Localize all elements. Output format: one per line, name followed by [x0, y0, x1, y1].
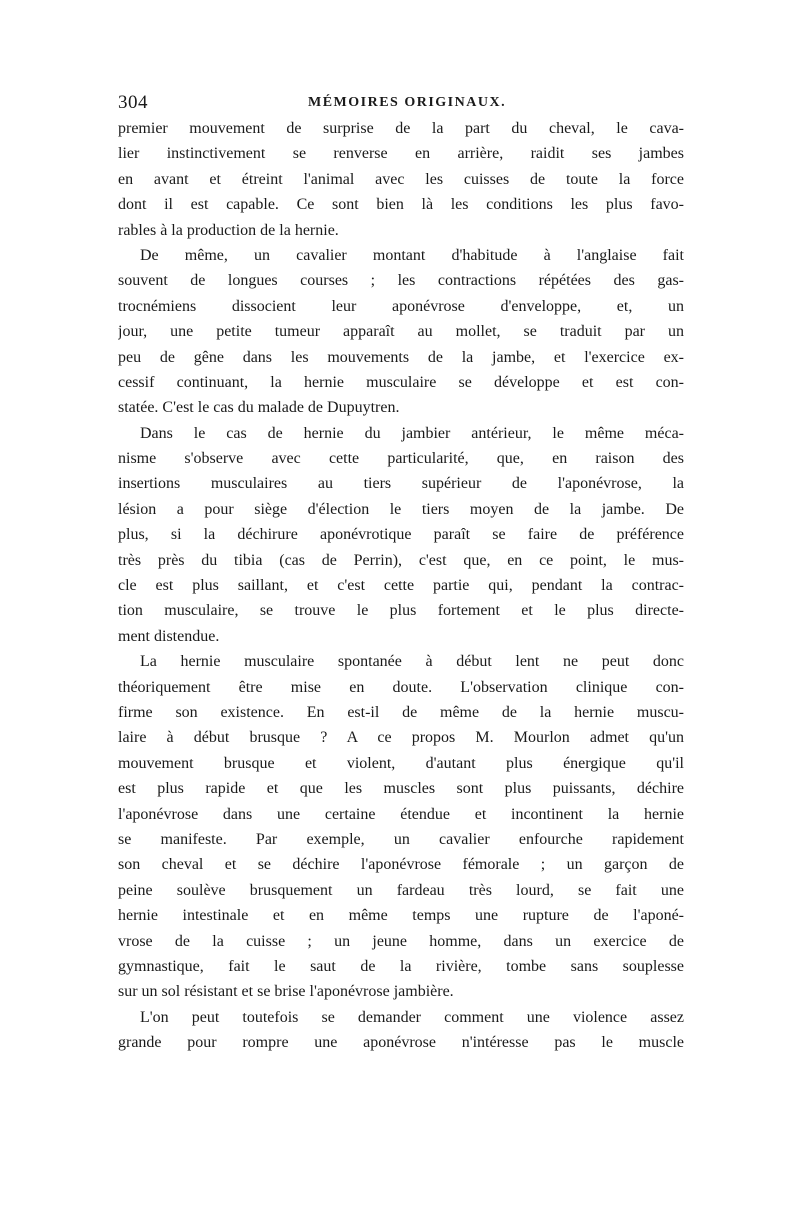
text-line: De même, un cavalier montant d'habitude à l'anglaise fait: [140, 246, 684, 264]
text-line: insertions musculaires au tiers supérieur de l'aponévrose, la: [118, 475, 684, 493]
text-line: statée. C'est le cas du malade de Dupuytren.: [118, 399, 400, 417]
text-line: dont il est capable. Ce sont bien là les conditions les plus favo-: [118, 196, 684, 214]
paragraph: [118, 425, 684, 654]
text-line: mouvement brusque et violent, d'autant plus énergique qu'il: [118, 754, 684, 772]
text-line: hernie intestinale et en même temps une rupture de l'aponé-: [118, 907, 684, 925]
running-title: MÉMOIRES ORIGINAUX.: [308, 95, 507, 110]
text-line: lésion a pour siège d'élection le tiers moyen de la jambe. De: [118, 500, 684, 518]
page-number: 304: [118, 92, 148, 113]
text-line: peu de gêne dans les mouvements de la jambe, et l'exercice ex-: [118, 348, 684, 366]
text-line: est plus rapide et que les muscles sont plus puissants, déchire: [118, 780, 684, 798]
text-line: premier mouvement de surprise de la part du cheval, le cava-: [118, 120, 684, 137]
text-line: cessif continuant, la hernie musculaire se développe et est con-: [118, 373, 684, 391]
text-line: ment distendue.: [118, 627, 220, 645]
text-line: Dans le cas de hernie du jambier antérieur, le même méca-: [140, 424, 684, 442]
text-line: peine soulève brusquement un fardeau très lourd, se fait une: [118, 881, 684, 899]
paragraph: [118, 120, 684, 247]
text-line: La hernie musculaire spontanée à début lent ne peut donc: [140, 653, 684, 671]
text-line: rables à la production de la hernie.: [118, 221, 339, 239]
book-page: [118, 92, 684, 1059]
paragraph: [118, 653, 684, 1008]
text-line: cle est plus saillant, et c'est cette partie qui, pendant la contrac-: [118, 577, 684, 595]
running-head: [118, 92, 684, 116]
text-line: laire à début brusque ? A ce propos M. Mourlon admet qu'un: [118, 729, 684, 747]
text-line: firme son existence. En est-il de même de la hernie muscu-: [118, 703, 684, 721]
text-line: jour, une petite tumeur apparaît au mollet, se traduit par un: [118, 323, 684, 341]
paragraph: [118, 247, 684, 425]
text-line: sur un sol résistant et se brise l'aponévrose jambière.: [118, 983, 454, 1001]
text-line: théoriquement être mise en doute. L'observation clinique con-: [118, 678, 684, 696]
text-line: grande pour rompre une aponévrose n'intéresse pas le muscle: [118, 1034, 684, 1052]
text-line: plus, si la déchirure aponévrotique paraît se faire de préférence: [118, 526, 684, 544]
text-body: [118, 120, 684, 1059]
text-line: L'on peut toutefois se demander comment une violence assez: [140, 1008, 684, 1026]
text-line: souvent de longues courses ; les contractions répétées des gas-: [118, 272, 684, 290]
text-line: nisme s'observe avec cette particularité, que, en raison des: [118, 450, 684, 468]
text-line: très près du tibia (cas de Perrin), c'est que, en ce point, le mus-: [118, 551, 684, 569]
text-line: vrose de la cuisse ; un jeune homme, dans un exercice de: [118, 932, 684, 950]
text-line: tion musculaire, se trouve le plus fortement et le plus directe-: [118, 602, 684, 620]
text-line: son cheval et se déchire l'aponévrose fémorale ; un garçon de: [118, 856, 684, 874]
paragraph: [118, 1009, 684, 1060]
text-line: l'aponévrose dans une certaine étendue et incontinent la hernie: [118, 805, 684, 823]
text-line: trocnémiens dissocient leur aponévrose d'enveloppe, et, un: [118, 297, 684, 315]
text-line: en avant et étreint l'animal avec les cuisses de toute la force: [118, 170, 684, 188]
text-line: se manifeste. Par exemple, un cavalier enfourche rapidement: [118, 830, 684, 848]
text-line: lier instinctivement se renverse en arrière, raidit ses jambes: [118, 145, 684, 163]
text-line: gymnastique, fait le saut de la rivière, tombe sans souplesse: [118, 957, 684, 975]
